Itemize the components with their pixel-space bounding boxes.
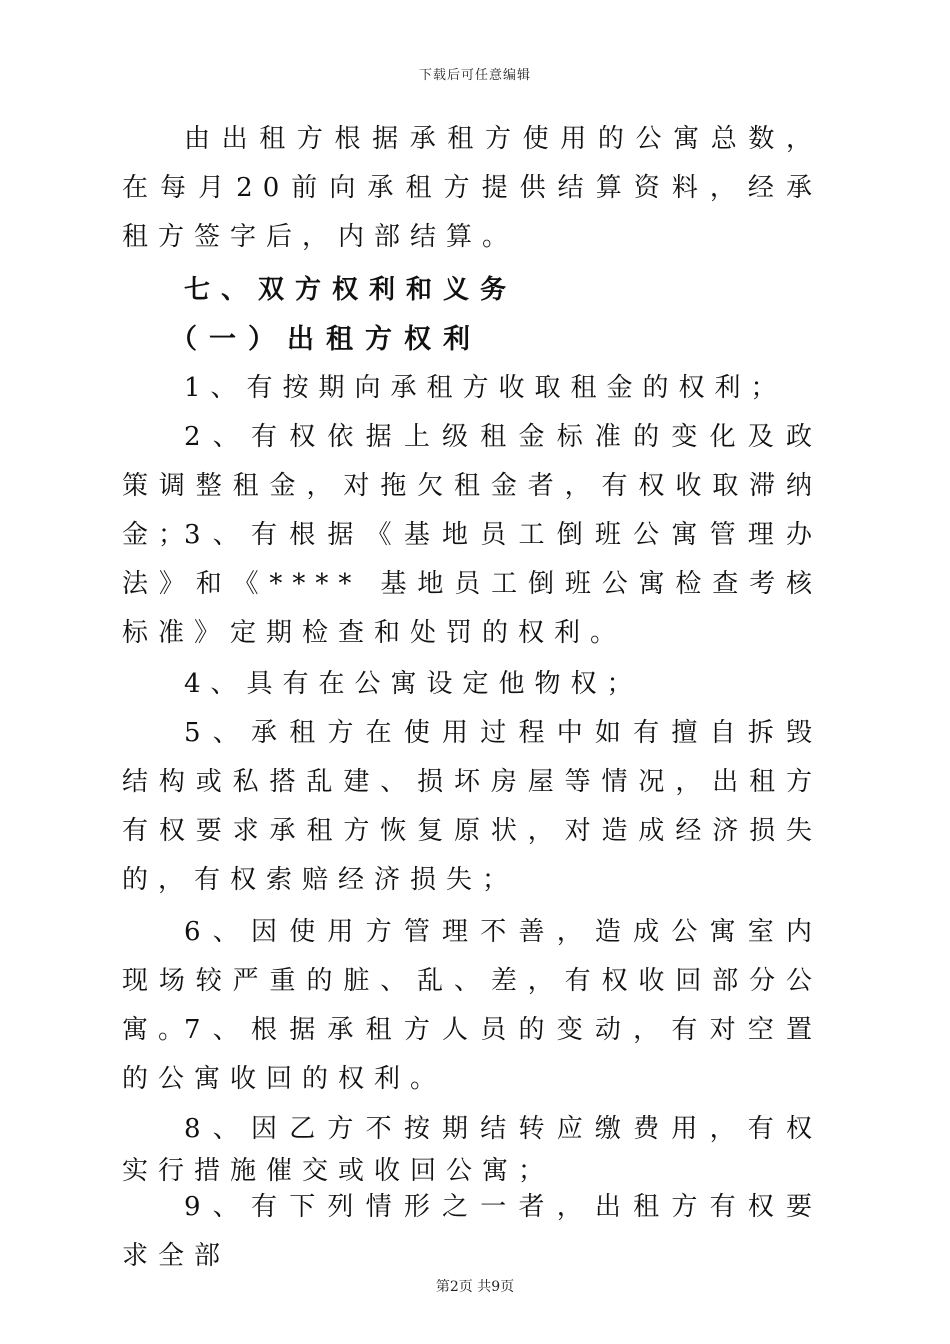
list-item-2: 2、有权依据上级租金标准的变化及政策调整租金，对拖欠租金者，有权收取滞纳金；: [122, 422, 822, 550]
page-footer: 第2页 共9页: [435, 1279, 515, 1295]
list-item-8: 8、因乙方不按期结转应缴费用，有权实行措施催交或收回公寓；: [122, 1114, 822, 1186]
list-item-3: 3、有根据《基地员工倒班公寓管理办法》和《**** 基地员工倒班公寓检查考核标准》定期检查和处罚的权利。: [122, 520, 822, 648]
list-item-1: 1、有按期向承租方收取租金的权利；: [184, 373, 787, 403]
page-header: 下载后可任意编辑: [418, 68, 531, 83]
list-item-9: 9、有下列情形之一者，出租方有权要求全部: [122, 1192, 822, 1271]
paragraph-settlement: 由出租方根据承租方使用的公寓总数，在每月20前向承租方提供结算资料，经承租方签字后，内部结算。: [122, 124, 822, 252]
list-item-6: 6、因使用方管理不善，造成公寓室内现场较严重的脏、乱、差，有权收回部分公寓。: [122, 917, 822, 1045]
section-heading-7: 七、双方权利和义务: [184, 275, 518, 305]
list-item-7: 7、根据承租方人员的变动，有对空置的公寓收回的权利。: [122, 1015, 822, 1094]
list-item-4: 4、具有在公寓设定他物权；: [184, 669, 643, 699]
subsection-heading-lessor-rights: （一）出租方权利: [170, 324, 482, 355]
list-item-5: 5、承租方在使用过程中如有擅自拆毁结构或私搭乱建、损坏房屋等情况，出租方有权要求承租方恢复原状，对造成经济损失的，有权索赔经济损失；: [122, 718, 822, 895]
